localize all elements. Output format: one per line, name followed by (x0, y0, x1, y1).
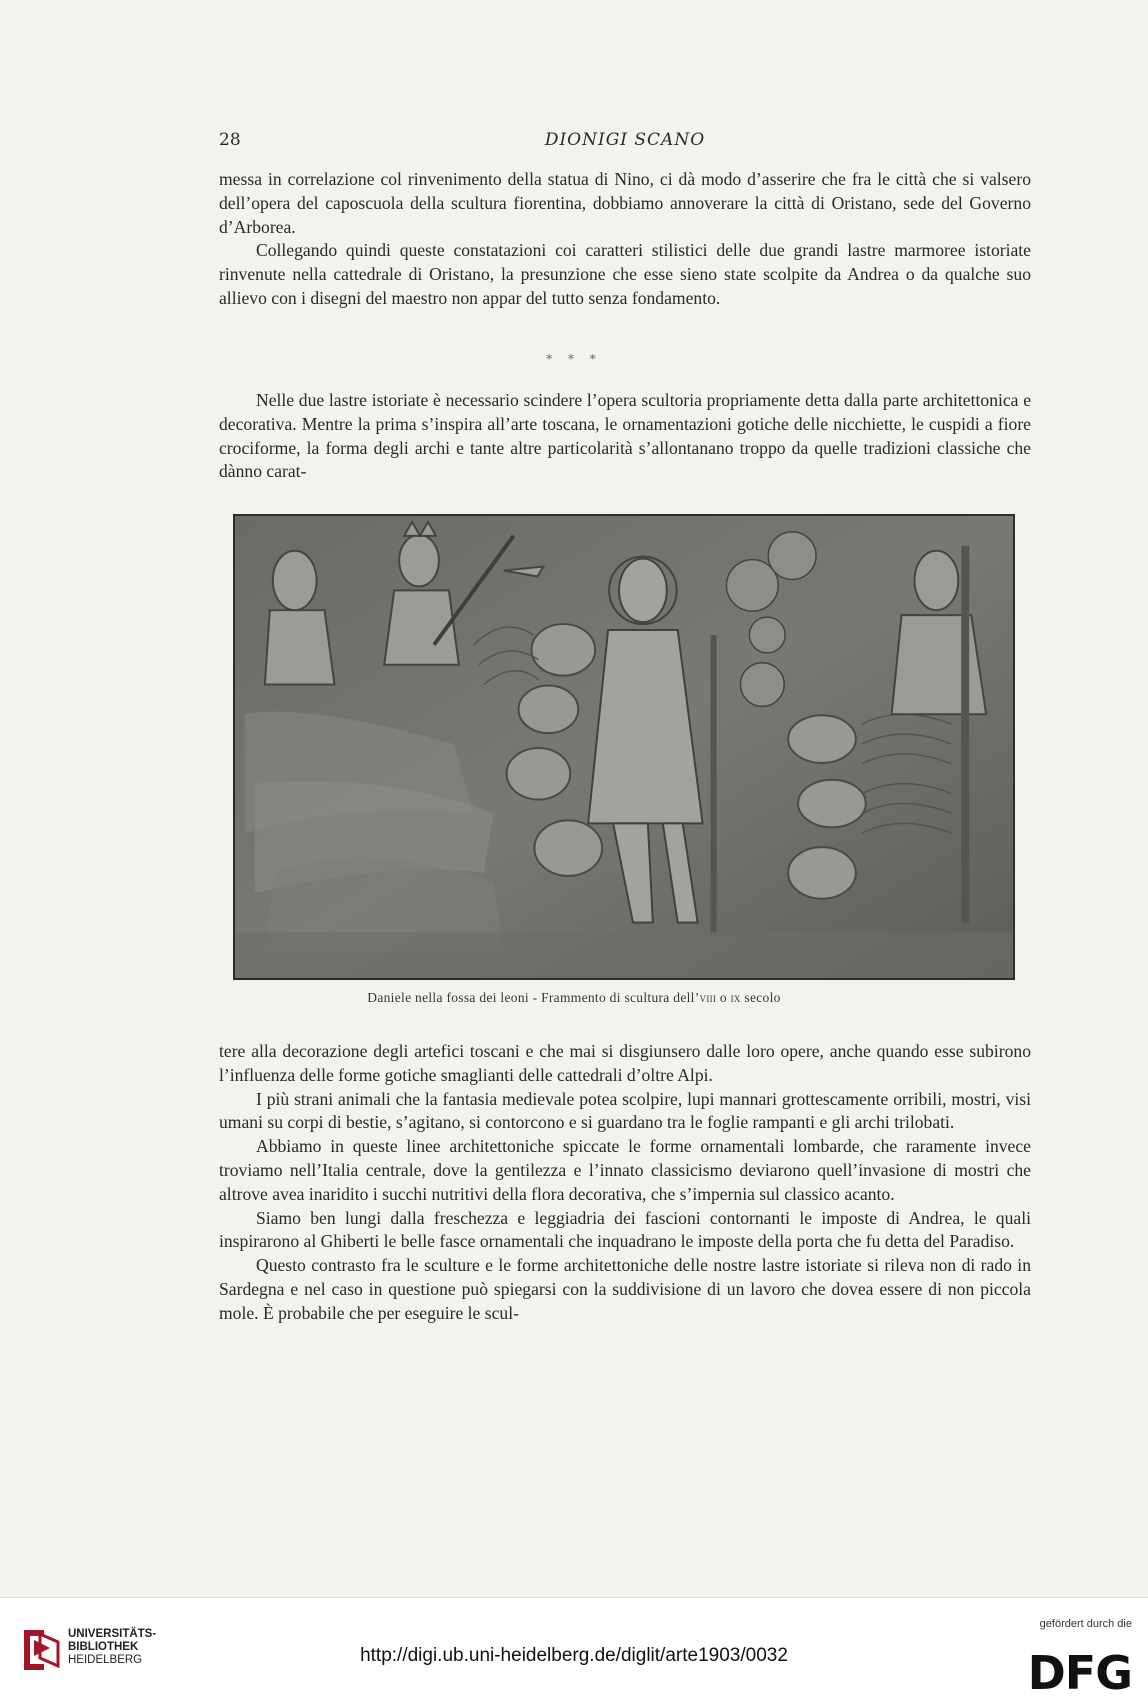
page-number: 28 (219, 130, 241, 150)
text-block-bottom (219, 1040, 1031, 1326)
viewer-footer (0, 1597, 1148, 1703)
paragraph: tere alla decorazione degli artefici toscani e che mai si disgiunsero dalle loro opere, anche quando esse subirono l’influenza delle forme gotiche smaglianti delle cattedrali d’oltre Alpi. (219, 1041, 1031, 1085)
text-block-middle (219, 389, 1031, 484)
page-header (219, 130, 1031, 152)
caption-century-1: viii (699, 990, 717, 1005)
running-title: DIONIGI SCANO (544, 130, 706, 150)
paragraph: Questo contrasto fra le sculture e le forme architettoniche delle nostre lastre istoriate si rileva non di rado in Sardegna e nel caso in questione può spiegarsi con la suddivisione di un lavoro che dovea essere di non piccola mole. È probabile che per eseguire le scul- (219, 1255, 1031, 1323)
dfg-logo: DFG (1027, 1646, 1132, 1700)
permalink[interactable]: http://digi.ub.uni-heidelberg.de/diglit/arte1903/0032 (360, 1645, 788, 1666)
caption-text: Daniele nella fossa dei leoni - Frammento di scultura dell’ (367, 990, 700, 1005)
paragraph: I più strani animali che la fantasia medievale potea scolpire, lupi mannari grottescamente orribili, mostri, visi umani su corpi di bestie, s’agitano, si contorcono e si guardano tra le foglie rampanti e gli archi trilobati. (219, 1088, 1031, 1133)
paragraph: Abbiamo in queste linee architettoniche spiccate le forme ornamentali lombarde, che raramente invece troviamo nell’Italia centrale, dove la gentilezza e l’innato classicismo deviarono quell’invasione di mostri che altrove avea inaridito i succhi nutritivi della flora decorativa, che s’impernia sul classico acanto. (219, 1136, 1031, 1204)
section-separator: * * * (546, 352, 602, 366)
relief-photograph (233, 514, 1015, 980)
caption-or: o (716, 990, 731, 1005)
library-name: UNIVERSITÄTS- BIBLIOTHEK HEIDELBERG (68, 1628, 157, 1666)
paragraph: Collegando quindi queste constatazioni coi caratteri stilistici delle due grandi lastre marmoree istoriate rinvenute nella cattedrale di Oristano, la presunzione che esse sieno state scolpite da Andrea o da qualche suo allievo con i disegni del maestro non appar del tutto senza fondamento. (219, 240, 1031, 308)
paragraph: Siamo ben lungi dalla freschezza e leggiadria dei fascioni contornanti le imposte di Andrea, le quali inspirarono al Ghiberti le belle fasce ornamentali che inquadrano le imposte della porta che fu detta del Paradiso. (219, 1207, 1031, 1252)
funding-note: gefördert durch die (1039, 1618, 1132, 1630)
figure-caption (0, 990, 1148, 1006)
paragraph: messa in correlazione col rinvenimento della statua di Nino, ci dà modo d’asserire che fra le città che si valsero dell’opera del caposcuola della scultura fiorentina, dobbiamo annoverare la città di Oristano, sede del Governo d’Arborea. (219, 169, 1031, 237)
relief-image (235, 516, 1013, 978)
caption-end: secolo (740, 990, 781, 1005)
text-block-top (219, 168, 1031, 311)
caption-century-2: ix (730, 990, 741, 1005)
paragraph: Nelle due lastre istoriate è necessario scindere l’opera scultoria propriamente detta dalla parte architettonica e decorativa. Mentre la prima s’inspira all’arte toscana, le ornamentazioni gotiche delle nicchiette, le cuspidi a fiore crociforme, la forma degli archi e tante altre particolarità s’allontanano troppo da quelle tradizioni classiche che dànno carat- (219, 390, 1031, 482)
